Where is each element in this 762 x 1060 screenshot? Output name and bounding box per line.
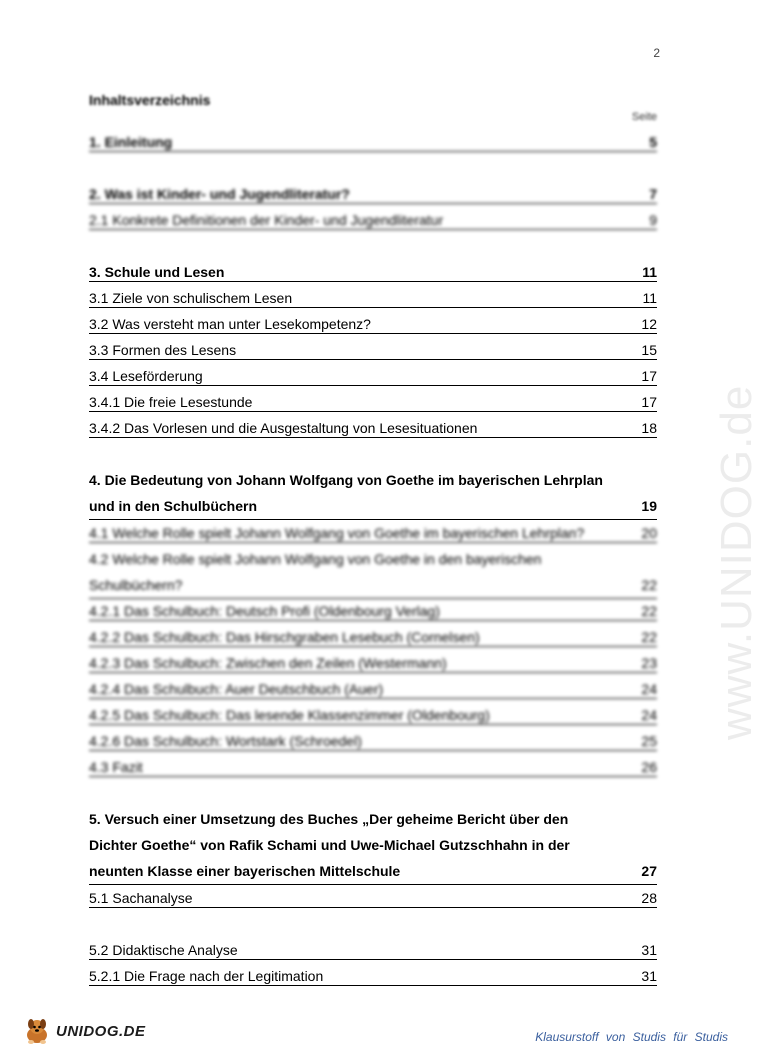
toc-entry: 1. Einleitung 5 [89, 134, 657, 150]
toc-entry: 4.2.1 Das Schulbuch: Deutsch Profi (Oldenbourg Verlag) 22 [89, 603, 657, 619]
toc-entry: 4.3 Fazit 26 [89, 759, 657, 775]
toc-entry: 3.3 Formen des Lesens 15 [89, 342, 657, 358]
footer-tagline: Klausurstoff von Studis für Studis [535, 1030, 728, 1044]
toc-entry: 4.2.2 Das Schulbuch: Das Hirschgraben Lesebuch (Cornelsen) 22 [89, 629, 657, 645]
toc-title: Inhaltsverzeichnis [89, 92, 211, 108]
toc-entry: 5. Versuch einer Umsetzung des Buches „Der geheime Bericht über den Dichter Goethe“ von Rafik Schami und Uwe-Michael Gutzschhahn in der neunten Klasse einer bayerischen Mittelschule 27 [89, 806, 657, 885]
toc-entry: 5.1 Sachanalyse 28 [89, 890, 657, 906]
toc-entry: 4.2.3 Das Schulbuch: Zwischen den Zeilen (Westermann) 23 [89, 655, 657, 671]
watermark: www.UNIDOG.de [712, 384, 761, 740]
page-column-header: Seite [631, 111, 657, 123]
toc-entry: 3.1 Ziele von schulischem Lesen 11 [89, 290, 657, 306]
toc-entry: 4. Die Bedeutung von Johann Wolfgang von Goethe im bayerischen Lehrplan und in den Schulbüchern 19 [89, 467, 657, 520]
toc-entry: 4.2.6 Das Schulbuch: Wortstark (Schroedel) 25 [89, 733, 657, 749]
toc-entry: 4.1 Welche Rolle spielt Johann Wolfgang von Goethe im bayerischen Lehrplan? 20 [89, 525, 657, 541]
toc-entry: 3.4 Leseförderung 17 [89, 368, 657, 384]
toc-entry: 2.1 Konkrete Definitionen der Kinder- und Jugendliteratur 9 [89, 212, 657, 228]
toc-entry: 3.2 Was versteht man unter Lesekompetenz? 12 [89, 316, 657, 332]
toc-entry: 3.4.2 Das Vorlesen und die Ausgestaltung von Lesesituationen 18 [89, 420, 657, 436]
unidog-logo[interactable] [22, 1016, 146, 1046]
toc-entry: 4.2.4 Das Schulbuch: Auer Deutschbuch (Auer) 24 [89, 681, 657, 697]
toc-entry: 5.2 Didaktische Analyse 31 [89, 942, 657, 958]
toc-entry: 3. Schule und Lesen 11 [89, 264, 657, 280]
dog-icon [22, 1016, 52, 1046]
toc-entry: 4.2 Welche Rolle spielt Johann Wolfgang von Goethe in den bayerischen Schulbüchern? 22 [89, 546, 657, 599]
toc-entry: 4.2.5 Das Schulbuch: Das lesende Klassenzimmer (Oldenbourg) 24 [89, 707, 657, 723]
toc-entry: 3.4.1 Die freie Lesestunde 17 [89, 394, 657, 410]
page-number: 2 [653, 46, 660, 60]
toc-entry: 5.2.1 Die Frage nach der Legitimation 31 [89, 968, 657, 984]
logo-text: UNIDOG.DE [56, 1022, 146, 1040]
toc-entry: 2. Was ist Kinder- und Jugendliteratur? 7 [89, 186, 657, 202]
